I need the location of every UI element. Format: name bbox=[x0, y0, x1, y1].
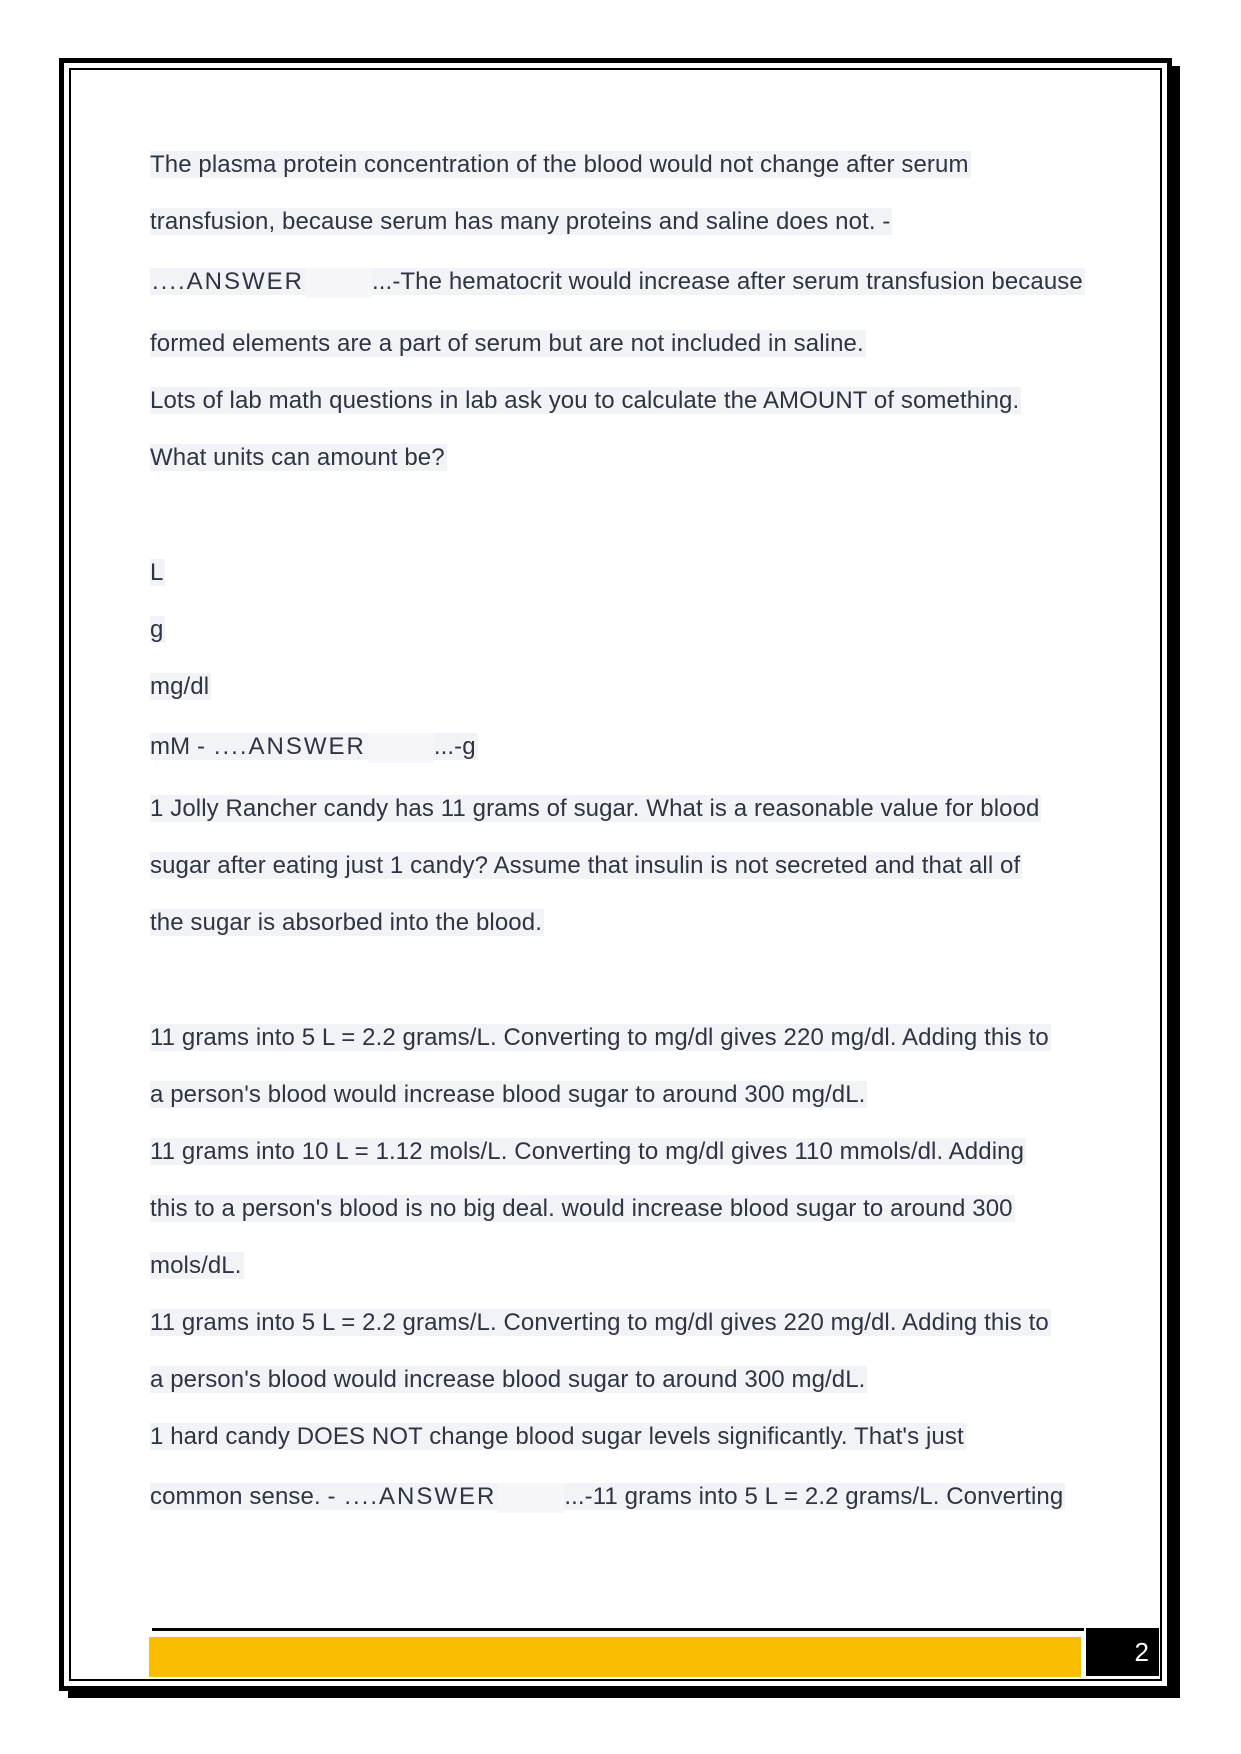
text-line: the sugar is absorbed into the blood. bbox=[150, 909, 542, 936]
option-line: mg/dl bbox=[150, 673, 210, 700]
text-line: sugar after eating just 1 candy? Assume that insulin is not secreted and that all of bbox=[150, 852, 1021, 879]
answer-label: ....ANSWER bbox=[152, 268, 305, 295]
text-line: 11 grams into 5 L = 2.2 grams/L. Converting to mg/dl gives 220 mg/dl. Adding this to bbox=[150, 1024, 1049, 1051]
text-line: 11 grams into 5 L = 2.2 grams/L. Converting to mg/dl gives 220 mg/dl. Adding this to bbox=[150, 1309, 1049, 1336]
option-line: g bbox=[150, 616, 164, 643]
footer-rule bbox=[152, 1628, 1084, 1631]
text-line: formed elements are a part of serum but are not included in saline. bbox=[150, 330, 864, 357]
answer-line: common sense. - ....ANSWER ...-11 grams into 5 L = 2.2 grams/L. Converting bbox=[150, 1481, 1065, 1513]
option-line: L bbox=[150, 559, 164, 586]
text-line: 11 grams into 10 L = 1.12 mols/L. Converting to mg/dl gives 110 mmols/dl. Adding bbox=[150, 1138, 1025, 1165]
answer-line: ....ANSWER ...-The hematocrit would increase after serum transfusion because bbox=[150, 266, 1085, 298]
text-line: transfusion, because serum has many proteins and saline does not. - bbox=[150, 208, 891, 235]
text-line: mols/dL. bbox=[150, 1252, 242, 1279]
page-number: 2 bbox=[1086, 1628, 1159, 1676]
text-line: The plasma protein concentration of the blood would not change after serum bbox=[150, 151, 969, 178]
text-line: What units can amount be? bbox=[150, 444, 445, 471]
text-line: a person's blood would increase blood sugar to around 300 mg/dL. bbox=[150, 1366, 866, 1393]
answer-line: mM - ....ANSWER ...-g bbox=[150, 731, 478, 763]
text-line: a person's blood would increase blood sugar to around 300 mg/dL. bbox=[150, 1081, 866, 1108]
footer-accent-bar bbox=[149, 1637, 1081, 1677]
answer-label: ....ANSWER bbox=[213, 733, 366, 760]
answer-label: ....ANSWER bbox=[344, 1483, 497, 1510]
text-line: 1 hard candy DOES NOT change blood sugar levels significantly. That's just bbox=[150, 1423, 964, 1450]
text-line: Lots of lab math questions in lab ask you to calculate the AMOUNT of something. bbox=[150, 387, 1020, 414]
text-line: 1 Jolly Rancher candy has 11 grams of sugar. What is a reasonable value for blood bbox=[150, 795, 1040, 822]
text-line: this to a person's blood is no big deal. would increase blood sugar to around 300 bbox=[150, 1195, 1013, 1222]
